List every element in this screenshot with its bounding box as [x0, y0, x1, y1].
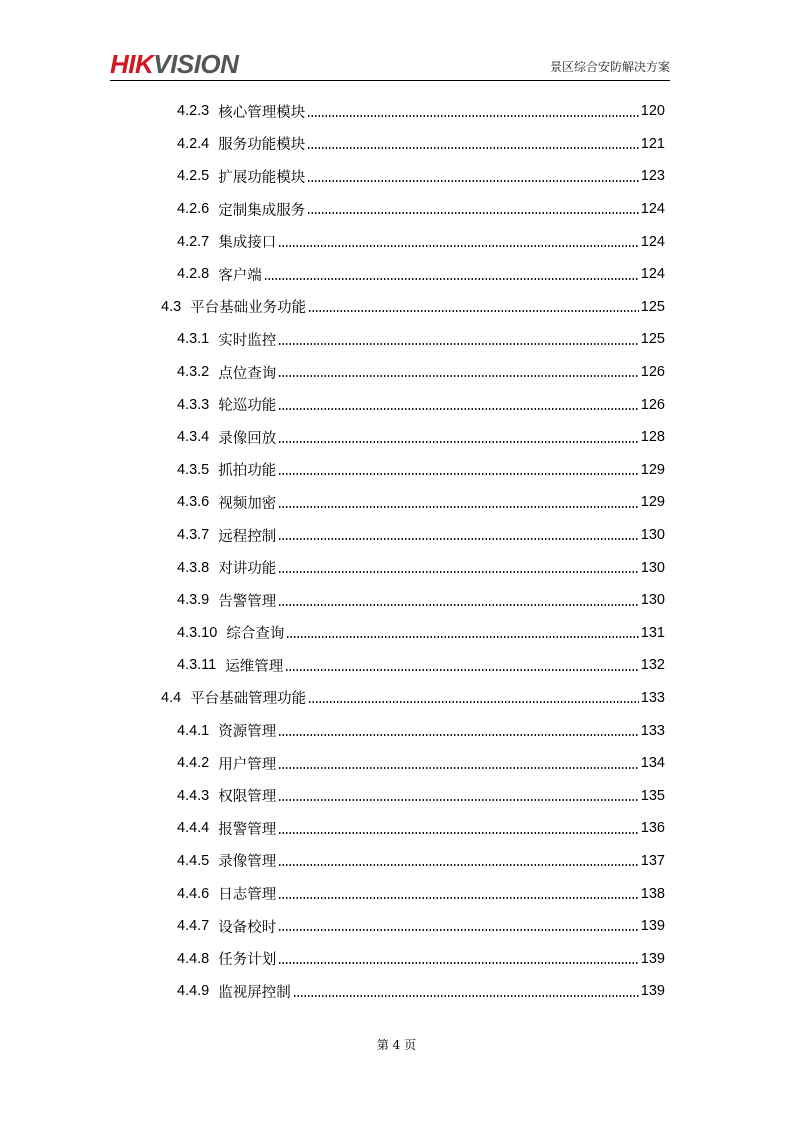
- page-header: [110, 50, 670, 82]
- toc-dot-leader: [278, 466, 639, 481]
- toc-section-title: 平台基础管理功能: [190, 691, 307, 708]
- toc-section-title: 录像回放: [218, 430, 277, 447]
- toc-section-title: 资源管理: [218, 724, 277, 741]
- toc-dot-leader: [307, 140, 639, 155]
- toc-entry[interactable]: [0, 714, 793, 747]
- toc-section-title: 轮巡功能: [218, 398, 277, 415]
- toc-section-title: 抓拍功能: [218, 463, 277, 480]
- toc-dot-leader: [278, 498, 639, 513]
- toc-entry[interactable]: [0, 747, 793, 780]
- toc-entry[interactable]: [0, 975, 793, 1008]
- toc-page-number: 139: [640, 918, 665, 935]
- toc-entry-line: [177, 551, 665, 584]
- toc-section-title: 扩展功能模块: [218, 169, 306, 186]
- toc-section-number: 4.3.7: [177, 527, 210, 544]
- toc-entry-line: [177, 649, 665, 682]
- toc-page-number: 126: [640, 364, 665, 381]
- toc-dot-leader: [307, 107, 639, 122]
- toc-dot-leader: [286, 629, 638, 644]
- toc-entry-line: [177, 486, 665, 519]
- toc-section-title: 服务功能模块: [218, 137, 306, 154]
- toc-section-title: 录像管理: [218, 854, 277, 871]
- svg-text:HIKVISION: HIKVISION: [110, 50, 239, 78]
- toc-section-title: 用户管理: [218, 756, 277, 773]
- toc-section-title: 日志管理: [218, 887, 277, 904]
- hikvision-logo: [110, 50, 270, 78]
- toc-entry[interactable]: [0, 779, 793, 812]
- toc-entry-line: [161, 291, 665, 324]
- toc-dot-leader: [285, 661, 639, 676]
- toc-entry[interactable]: [0, 291, 793, 324]
- toc-section-number: 4.4.8: [177, 950, 210, 967]
- toc-section-title: 权限管理: [218, 789, 277, 806]
- toc-dot-leader: [278, 759, 639, 774]
- toc-section-number: 4.3.4: [177, 429, 210, 446]
- toc-entry-line: [177, 323, 665, 356]
- toc-section-number: 4.3.5: [177, 461, 210, 478]
- toc-entry[interactable]: [0, 160, 793, 193]
- toc-entry[interactable]: [0, 617, 793, 650]
- toc-dot-leader: [264, 270, 639, 285]
- toc-page-number: 136: [640, 820, 665, 837]
- toc-section-number: 4.3.2: [177, 364, 210, 381]
- toc-page-number: 138: [640, 885, 665, 902]
- toc-section-number: 4.4.1: [177, 722, 210, 739]
- toc-section-title: 实时监控: [218, 332, 277, 349]
- toc-entry-line: [177, 617, 665, 650]
- toc-entry[interactable]: [0, 128, 793, 161]
- toc-page-number: 130: [640, 592, 665, 609]
- table-of-contents: [0, 95, 793, 1008]
- toc-dot-leader: [307, 205, 639, 220]
- toc-entry[interactable]: [0, 356, 793, 389]
- toc-section-title: 平台基础业务功能: [190, 300, 307, 317]
- toc-section-number: 4.4.6: [177, 885, 210, 902]
- toc-entry[interactable]: [0, 258, 793, 291]
- toc-entry-line: [177, 519, 665, 552]
- toc-entry-line: [177, 747, 665, 780]
- toc-entry-line: [177, 454, 665, 487]
- toc-dot-leader: [293, 987, 639, 1002]
- toc-dot-leader: [278, 531, 639, 546]
- toc-section-title: 集成接口: [218, 235, 277, 252]
- toc-dot-leader: [278, 954, 639, 969]
- toc-page-number: 131: [640, 624, 665, 641]
- toc-entry[interactable]: [0, 910, 793, 943]
- toc-dot-leader: [278, 335, 639, 350]
- toc-page-number: 124: [640, 201, 665, 218]
- toc-section-number: 4.3: [161, 298, 182, 315]
- document-title: 景区综合安防解决方案: [549, 60, 670, 74]
- toc-section-title: 任务计划: [218, 952, 277, 969]
- header-divider: [110, 80, 670, 81]
- toc-entry[interactable]: [0, 845, 793, 878]
- toc-entry-line: [177, 845, 665, 878]
- toc-entry-line: [177, 225, 665, 258]
- toc-section-number: 4.3.11: [177, 657, 217, 674]
- toc-section-number: 4.2.4: [177, 135, 210, 152]
- toc-section-number: 4.3.10: [177, 624, 218, 641]
- toc-entry-line: [177, 910, 665, 943]
- toc-dot-leader: [278, 400, 639, 415]
- toc-entry[interactable]: [0, 682, 793, 715]
- toc-section-title: 视频加密: [218, 495, 277, 512]
- toc-section-number: 4.3.8: [177, 559, 210, 576]
- toc-page-number: 129: [640, 494, 665, 511]
- toc-dot-leader: [278, 368, 639, 383]
- toc-section-number: 4.4.4: [177, 820, 210, 837]
- toc-page-number: 133: [640, 689, 665, 706]
- toc-dot-leader: [278, 726, 639, 741]
- toc-section-number: 4.2.8: [177, 266, 210, 283]
- toc-section-title: 综合查询: [226, 626, 285, 643]
- toc-entry-line: [177, 193, 665, 226]
- toc-section-title: 运维管理: [225, 658, 284, 675]
- toc-section-number: 4.3.1: [177, 331, 210, 348]
- toc-section-number: 4.2.7: [177, 233, 210, 250]
- toc-entry[interactable]: [0, 225, 793, 258]
- toc-section-title: 远程控制: [218, 528, 277, 545]
- toc-entry[interactable]: [0, 551, 793, 584]
- toc-entry-line: [177, 128, 665, 161]
- toc-section-number: 4.3.9: [177, 592, 210, 609]
- toc-entry-line: [177, 388, 665, 421]
- toc-dot-leader: [278, 792, 639, 807]
- toc-dot-leader: [278, 596, 639, 611]
- toc-section-title: 监视屏控制: [218, 984, 291, 1001]
- toc-page-number: 139: [640, 950, 665, 967]
- toc-section-number: 4.2.6: [177, 201, 210, 218]
- toc-entry[interactable]: [0, 877, 793, 910]
- toc-entry[interactable]: [0, 519, 793, 552]
- toc-entry-line: [177, 160, 665, 193]
- page-number: 第 4 页: [376, 1038, 417, 1052]
- toc-dot-leader: [278, 922, 639, 937]
- toc-entry-line: [177, 584, 665, 617]
- toc-dot-leader: [278, 889, 639, 904]
- toc-dot-leader: [307, 172, 639, 187]
- toc-section-number: 4.4.7: [177, 918, 210, 935]
- toc-entry[interactable]: [0, 812, 793, 845]
- toc-page-number: 123: [640, 168, 665, 185]
- toc-page-number: 125: [640, 298, 665, 315]
- toc-page-number: 120: [640, 103, 665, 120]
- toc-entry[interactable]: [0, 942, 793, 975]
- toc-section-title: 点位查询: [218, 365, 277, 382]
- toc-section-number: 4.4.2: [177, 755, 210, 772]
- toc-section-title: 对讲功能: [218, 561, 277, 578]
- toc-entry-line: [177, 975, 665, 1008]
- toc-page-number: 130: [640, 527, 665, 544]
- toc-section-title: 核心管理模块: [218, 104, 306, 121]
- toc-dot-leader: [278, 824, 639, 839]
- toc-entry-line: [161, 682, 665, 715]
- toc-section-title: 告警管理: [218, 593, 277, 610]
- toc-page-number: 129: [640, 461, 665, 478]
- toc-page-number: 132: [640, 657, 665, 674]
- toc-dot-leader: [308, 303, 639, 318]
- toc-section-number: 4.3.6: [177, 494, 210, 511]
- toc-entry-line: [177, 714, 665, 747]
- toc-dot-leader: [278, 563, 639, 578]
- toc-section-number: 4.3.3: [177, 396, 210, 413]
- toc-page-number: 135: [640, 787, 665, 804]
- toc-dot-leader: [278, 237, 639, 252]
- toc-entry-line: [177, 258, 665, 291]
- toc-entry-line: [177, 95, 665, 128]
- toc-entry[interactable]: [0, 95, 793, 128]
- toc-section-number: 4.2.5: [177, 168, 210, 185]
- toc-dot-leader: [308, 694, 639, 709]
- toc-page-number: 128: [640, 429, 665, 446]
- toc-section-title: 定制集成服务: [218, 202, 306, 219]
- toc-section-title: 设备校时: [218, 919, 277, 936]
- toc-section-number: 4.4.5: [177, 852, 210, 869]
- toc-entry-line: [177, 877, 665, 910]
- toc-entry[interactable]: [0, 454, 793, 487]
- toc-entry[interactable]: [0, 584, 793, 617]
- toc-page-number: 124: [640, 266, 665, 283]
- toc-entry[interactable]: [0, 486, 793, 519]
- toc-page-number: 121: [640, 135, 665, 152]
- toc-entry[interactable]: [0, 388, 793, 421]
- toc-section-title: 客户端: [218, 267, 262, 284]
- toc-entry[interactable]: [0, 649, 793, 682]
- toc-section-number: 4.4: [161, 689, 182, 706]
- toc-page-number: 139: [640, 983, 665, 1000]
- toc-page-number: 124: [640, 233, 665, 250]
- toc-dot-leader: [278, 433, 639, 448]
- toc-page-number: 125: [640, 331, 665, 348]
- toc-page-number: 130: [640, 559, 665, 576]
- toc-page-number: 133: [640, 722, 665, 739]
- toc-entry[interactable]: [0, 193, 793, 226]
- toc-entry-line: [177, 812, 665, 845]
- toc-section-number: 4.2.3: [177, 103, 210, 120]
- toc-entry-line: [177, 942, 665, 975]
- toc-entry[interactable]: [0, 421, 793, 454]
- toc-entry[interactable]: [0, 323, 793, 356]
- toc-page-number: 137: [640, 852, 665, 869]
- toc-entry-line: [177, 421, 665, 454]
- toc-entry-line: [177, 779, 665, 812]
- toc-dot-leader: [278, 857, 639, 872]
- toc-page-number: 134: [640, 755, 665, 772]
- toc-page-number: 126: [640, 396, 665, 413]
- toc-entry-line: [177, 356, 665, 389]
- toc-section-title: 报警管理: [218, 821, 277, 838]
- toc-section-number: 4.4.3: [177, 787, 210, 804]
- toc-section-number: 4.4.9: [177, 983, 210, 1000]
